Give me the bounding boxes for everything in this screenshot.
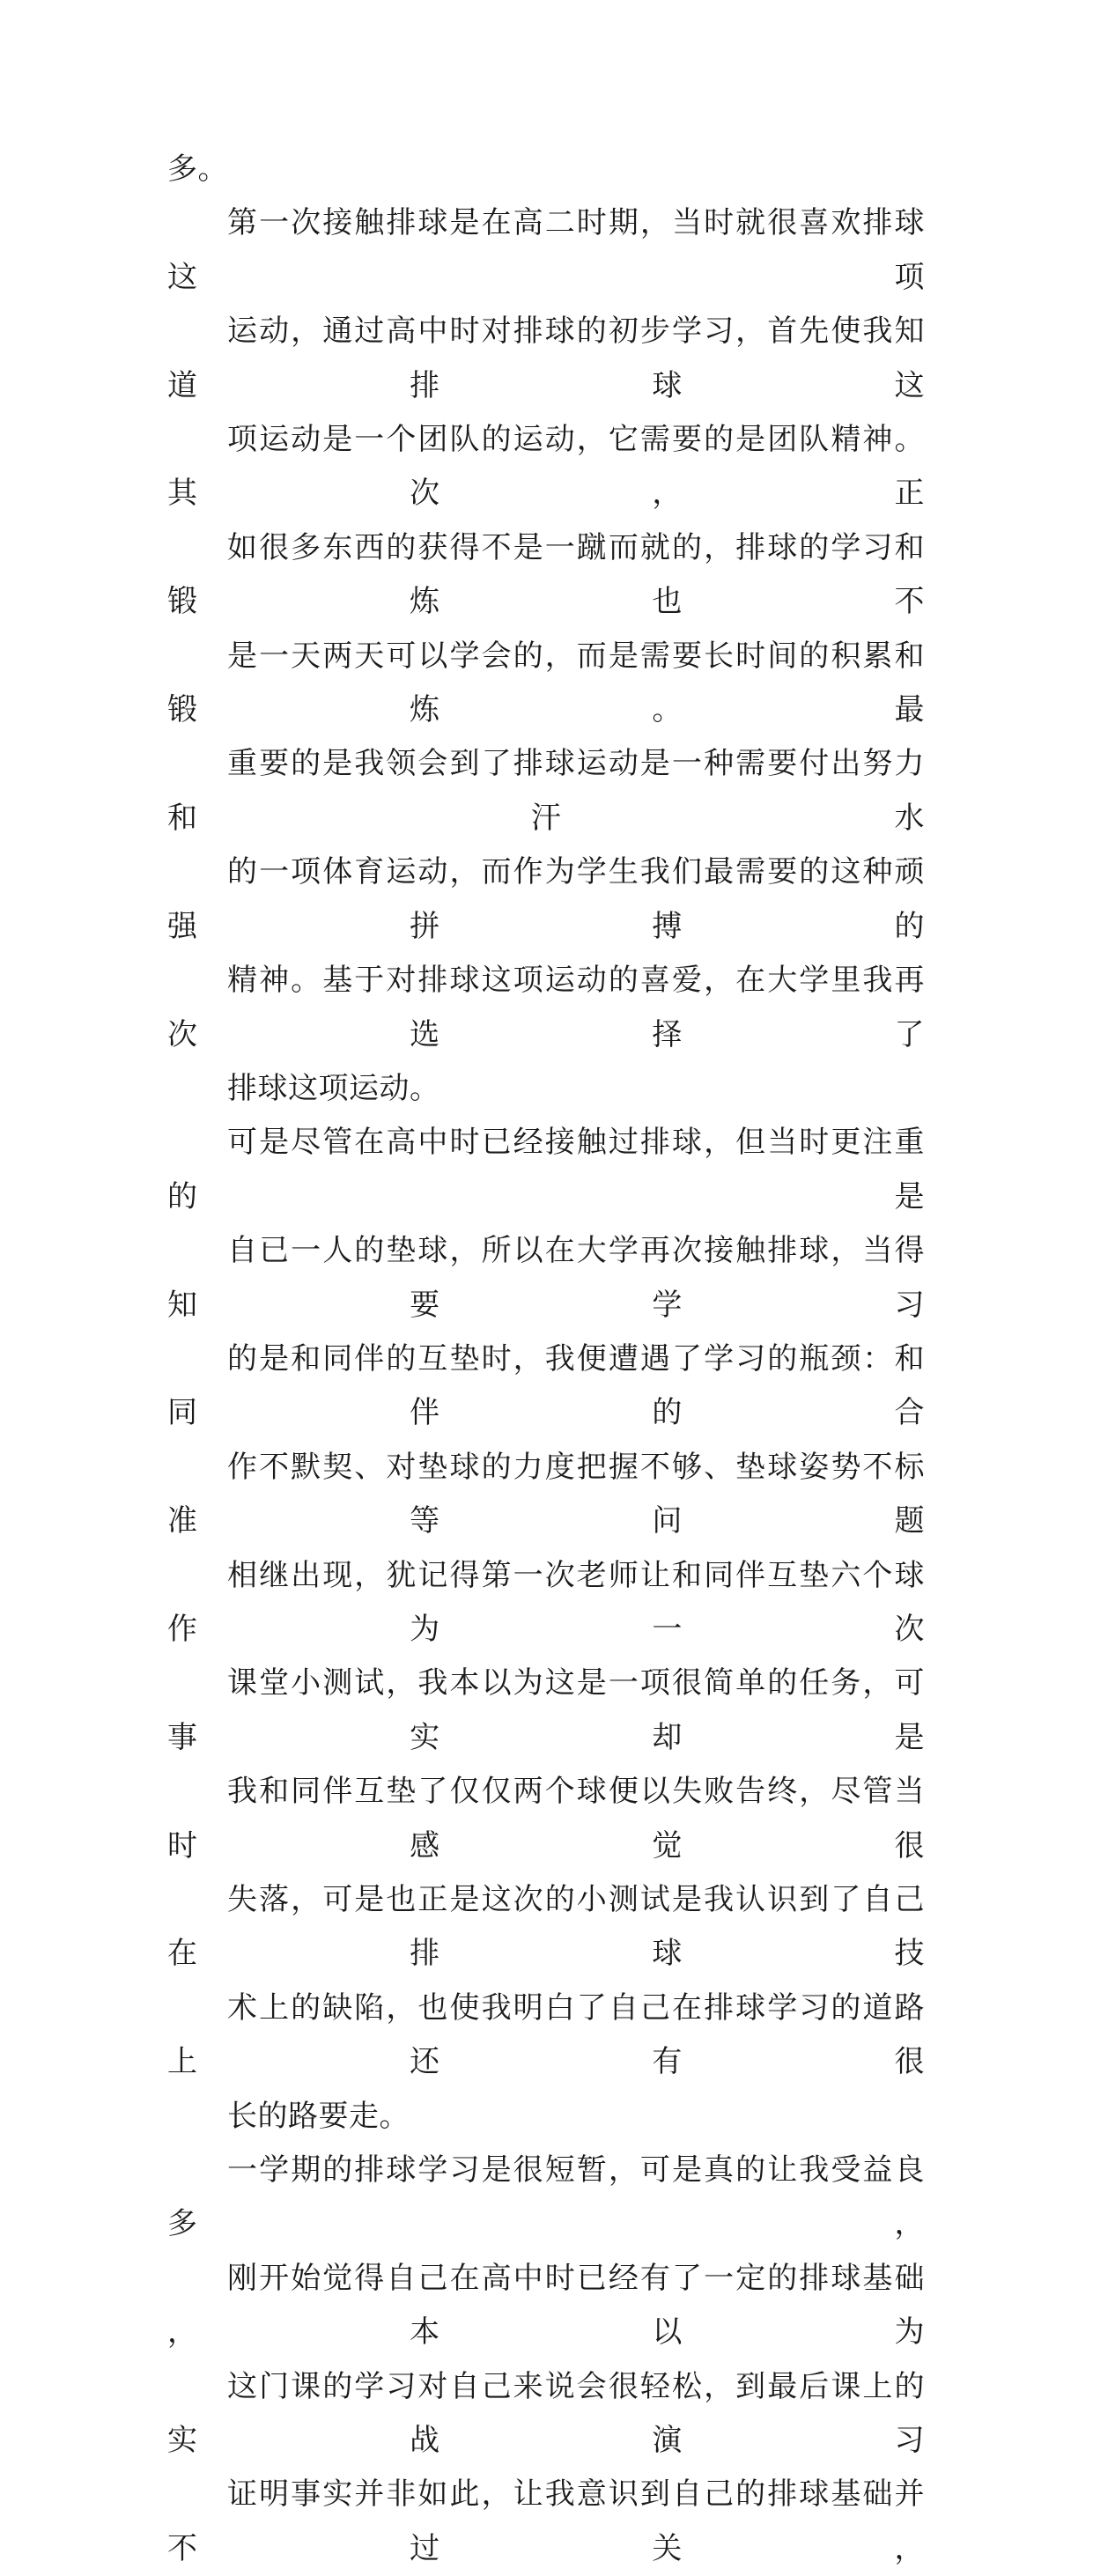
text-line: 作不默契、对垫球的力度把握不够、垫球姿势不标准等问题 [167, 1449, 925, 1539]
paragraph [167, 1116, 925, 2144]
text-line: 的一项体育运动，而作为学生我们最需要的这种顽强拼搏的 [167, 854, 925, 944]
text-line: 可是尽管在高中时已经接触过排球，但当时更注重的是 [167, 1125, 925, 1214]
document-body [167, 143, 925, 2576]
text-line: 如很多东西的获得不是一蹴而就的，排球的学习和锻炼也不 [167, 529, 925, 620]
text-line: 精神。基于对排球这项运动的喜爱，在大学里我再次选择了 [167, 963, 925, 1052]
text-line: 课堂小测试，我本以为这是一项很简单的任务，可事实却是 [167, 1665, 925, 1755]
text-line: 失落，可是也正是这次的小测试是我认识到了自己在排球技 [167, 1882, 925, 1972]
paragraph [167, 196, 925, 1116]
text-line: 证明事实并非如此，让我意识到自己的排球基础并不过关， [167, 2476, 925, 2566]
text-line: 长的路要走。 [227, 2098, 410, 2134]
text-line: 是一天两天可以学会的，而是需要长时间的积累和锻炼。最 [167, 638, 925, 728]
text-line: 第一次接触排球是在高二时期，当时就很喜欢排球这项 [167, 205, 925, 295]
text-line: 术上的缺陷，也使我明白了自己在排球学习的道路上还有很 [167, 1989, 925, 2080]
text-line: 运动，通过高中时对排球的初步学习，首先使我知道排球这 [167, 314, 925, 403]
text-line: 自已一人的垫球，所以在大学再次接触排球，当得知要学习 [167, 1233, 925, 1323]
text-line: 刚开始觉得自己在高中时已经有了一定的排球基础，本以为 [167, 2260, 925, 2351]
text-line: 重要的是我领会到了排球运动是一种需要付出努力和汗水 [167, 746, 925, 836]
paragraph [167, 143, 925, 196]
text-line: 相继出现，犹记得第一次老师让和同伴互垫六个球作为一次 [167, 1557, 925, 1647]
text-line: 的是和同伴的互垫时，我便遭遇了学习的瓶颈：和同伴的合 [167, 1340, 925, 1431]
paragraph [167, 2144, 925, 2576]
text-line: 这门课的学习对自己来说会很轻松，到最后课上的实战演习 [167, 2368, 925, 2459]
text-line: 排球这项运动。 [227, 1070, 440, 1106]
text-line: 多。 [167, 151, 228, 187]
text-line: 我和同伴互垫了仅仅两个球便以失败告终，尽管当时感觉很 [167, 1774, 925, 1864]
text-line: 项运动是一个团队的运动，它需要的是团队精神。其次，正 [167, 422, 925, 512]
text-line: 一学期的排球学习是很短暂，可是真的让我受益良多， [167, 2152, 925, 2242]
